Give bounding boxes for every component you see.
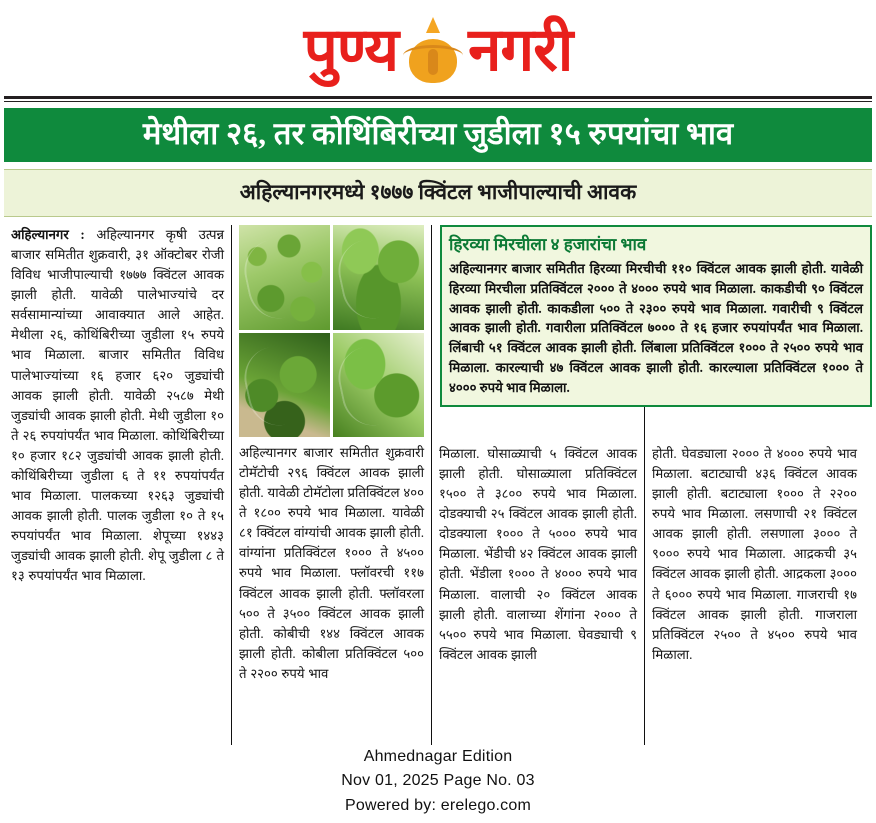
subheadline-band	[4, 169, 872, 217]
coriander-bunch-photo	[239, 225, 330, 330]
leaf-vein-decor	[239, 231, 330, 325]
fenugreek-bunch-photo	[333, 225, 424, 330]
lamp-body-shape	[409, 39, 457, 83]
leaf-vein-decor	[333, 231, 424, 325]
column4-text: होती. घेवड्याला २००० ते ४००० रुपये भाव मिळाला. बटाट्याची ४३६ क्विंटल आवक झाली होती. बटाट्याला १००० ते २२०० रुपये भाव मिळाला. लसणाची २१ क्विंटल आवक झाली होती. लसणाला ३००० ते ९००० रुपये भाव मिळाला. आद्रकची ३५ क्विंटल आवक झाली होती. आद्रकला ३००० ते ६००० रुपये भाव मिळाला. गाजराची १७ क्विंटल आवक झाली होती. गाजराला प्रतिक्विंटल २५०० ते ४५०० रुपये भाव मिळाला.	[652, 446, 857, 662]
column3-text: मिळाला. घोसाळ्याची ५ क्विंटल आवक झाली होती. घोसाळ्याला प्रतिक्विंटल १५०० ते ३८०० रुपये भाव मिळाला. दोडक्याची २५ क्विंटल आवक झाली होती. दोडक्याला १००० ते ५००० रुपये भाव मिळाला. भेंडीची ४२ क्विंटल आवक झाली होती. भेंडीला १००० ते ४००० रुपये भाव मिळाला. वालाची २० क्विंटल आवक झाली होती. वालाच्या शेंगांना २००० ते ५५०० रुपये भाव मिळाला. घेवड्याची ९ क्विंटल आवक झाली	[439, 446, 637, 662]
footer-edition: Ahmednagar Edition	[363, 747, 513, 765]
column2-text: अहिल्यानगर बाजार समितीत शुक्रवारी टोमॅटोची २९६ क्विंटल आवक झाली होती. यावेळी टोमॅटोला प्रतिक्विंटल ४०० ते १८०० रुपये भाव मिळाला. यावेळी ८१ क्विंटल वांग्यांची आवक झाली होती. वांग्यांना प्रतिक्विंटल १००० ते ४५०० रुपये भाव मिळाला. फ्लॉवरची ११७ क्विंटल आवक झाली होती. फ्लॉवरला ५०० ते ३५०० क्विंटल आवक झाली होती. कोबीची १४४ क्विंटल आवक झाली होती. कोबीला प्रतिक्विंटल ५०० ते २२०० रुपये भाव	[239, 445, 424, 681]
photo-grid	[239, 225, 424, 437]
column1-paragraph	[11, 225, 224, 586]
leaf-vein-decor	[333, 338, 424, 432]
footer-date-page: Nov 01, 2025 Page No. 03	[341, 772, 535, 790]
article-body	[4, 225, 872, 745]
masthead-word-right: नगरी	[468, 17, 573, 83]
green-box-text: अहिल्यानगर बाजार समितीत हिरव्या मिरचीची ११० क्विंटल आवक झाली होती. यावेळी हिरव्या मिरचीला प्रतिक्विंटल २००० ते ४००० रुपये भाव मिळाला. काकडीची ९० क्विंटल आवक झाली होती. काकडीला ५०० ते २३०० रुपये भाव मिळाला. गवारीची ९ क्विंटल आवक झाली होती. गवारीला प्रतिक्विंटल ७००० ते १६ हजार रुपयांपर्यंत भाव मिळाला. लिंबाची ५१ क्विंटल आवक झाली होती. लिंबाला प्रतिक्विंटल १००० ते २५०० रुपये भाव मिळाला. कारल्याची ४७ क्विंटल आवक झाली होती. कारल्याला प्रतिक्विंटल १००० ते ४००० रुपये भाव मिळाला.	[449, 261, 863, 395]
green-highlight-box	[440, 225, 872, 407]
dill-leaves-photo	[333, 333, 424, 438]
flame-shape	[426, 17, 440, 33]
leaf-vein-decor	[239, 338, 330, 432]
ganesha-lamp-logo-icon	[404, 17, 462, 83]
page-headline: मेथीला २६, तर कोथिंबिरीच्या जुडीला १५ रुपयांचा भाव	[142, 116, 734, 151]
masthead-divider-thin	[4, 101, 872, 102]
highlight-box-wrapper	[440, 225, 872, 414]
green-box-title: हिरव्या मिरचीला ४ हजारांचा भाव	[449, 235, 647, 255]
footer-powered-by: Powered by: erelego.com	[344, 797, 532, 815]
dateline-label: अहिल्यानगर :	[11, 227, 85, 243]
article-column-1	[4, 225, 232, 745]
page-subheadline: अहिल्यानगरमध्ये १७७७ क्विंटल भाजीपाल्याची आवक	[239, 180, 637, 205]
masthead	[0, 0, 876, 96]
article-column-2	[232, 225, 432, 745]
column1-text: अहिल्यानगर कृषी उत्पन्न बाजार समितीत शुक्रवारी, ३१ ऑक्टोबर रोजी विविध भाजीपाल्याची १७७७ क्विंटल आवक झाली होती. यावेळी पालेभाज्यांचे दर सर्वसामान्यांच्या आवाक्यात आले आहेत. मेथीला २६, कोथिंबिरीच्या जुडीला १५ रुपये भाव मिळाला. बाजार समितीत विविध पालेभाज्यांच्या १६ हजार ६२० जुड्यांची आवक झाली होती. यावेळी २५८७ मेथी जुड्यांची आवक झाली होती. मेथी जुडीला १० ते २६ रुपयांपर्यंत भाव मिळाला. कोथिंबिरीच्या १० हजार १८२ जुड्यांची आवक झाली होती. कोथिंबिरीच्या जुडीला ६ ते ११ रुपयांपर्यंत भाव मिळाला. पालकच्या १२६३ जुड्यांची आवक झाली होती. पालक जुडीला १० ते १५ रुपयांपर्यंत भाव मिळाला. शेपूच्या १४४३ जुड्यांची आवक झाली होती. शेपू जुडीला ८ ते १३ रुपयांपर्यंत भाव मिळाला.	[11, 227, 224, 584]
masthead-divider	[4, 96, 872, 99]
masthead-word-left: पुण्य	[303, 17, 399, 83]
spinach-bunch-photo	[239, 333, 330, 438]
page-footer	[0, 745, 876, 819]
headline-band	[4, 108, 872, 162]
